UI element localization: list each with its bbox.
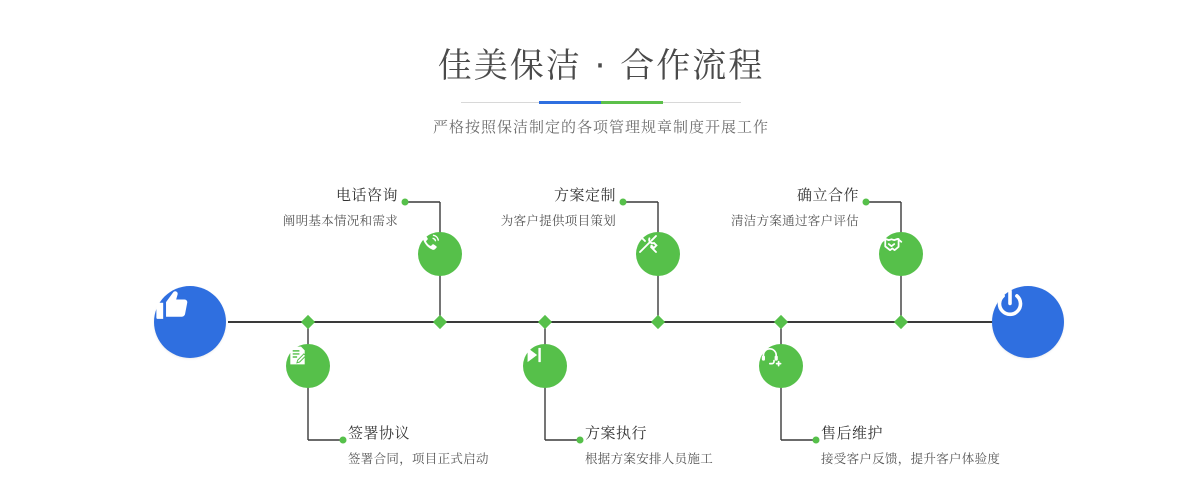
step-title: 方案定制 (553, 187, 616, 204)
step-icon-sign-agreement[interactable] (286, 344, 330, 388)
title-divider (461, 101, 741, 104)
divider-accent-green (601, 101, 663, 104)
step-label-plan-execute (585, 422, 713, 467)
step-label-sign-agreement (348, 422, 489, 467)
step-desc: 为客户提供项目策划 (500, 214, 616, 228)
page-subtitle: 严格按照保洁制定的各项管理规章制度开展工作 (432, 119, 769, 136)
step-label-plan-customize (476, 184, 616, 229)
flow-start-thumbs-up (154, 286, 226, 358)
step-icon-plan-execute[interactable] (523, 344, 567, 388)
page-header (0, 0, 1202, 137)
flow-end-power (992, 286, 1064, 358)
step-title: 电话咨询 (335, 187, 398, 204)
step-title: 售后维护 (821, 425, 884, 442)
step-label-after-sales (821, 422, 1000, 467)
step-desc: 清洁方案通过客户评估 (730, 214, 859, 228)
page-title: 佳美保洁 · 合作流程 (437, 46, 765, 86)
step-label-phone-consult (258, 184, 398, 229)
step-desc: 根据方案安排人员施工 (585, 452, 714, 466)
divider-accent-blue (539, 101, 601, 104)
step-label-establish-cooperation (712, 184, 859, 229)
step-icon-after-sales[interactable] (759, 344, 803, 388)
step-title: 方案执行 (585, 425, 648, 442)
step-title: 确立合作 (796, 187, 859, 204)
step-icon-establish-cooperation[interactable] (879, 232, 923, 276)
step-title: 签署协议 (348, 425, 411, 442)
process-flow-diagram (0, 150, 1202, 502)
step-icon-phone-consult[interactable] (418, 232, 462, 276)
step-desc: 阐明基本情况和需求 (282, 214, 398, 228)
step-desc: 接受客户反馈，提升客户体验度 (821, 452, 1001, 466)
step-desc: 签署合同，项目正式启动 (348, 452, 489, 466)
step-icon-plan-customize[interactable] (636, 232, 680, 276)
